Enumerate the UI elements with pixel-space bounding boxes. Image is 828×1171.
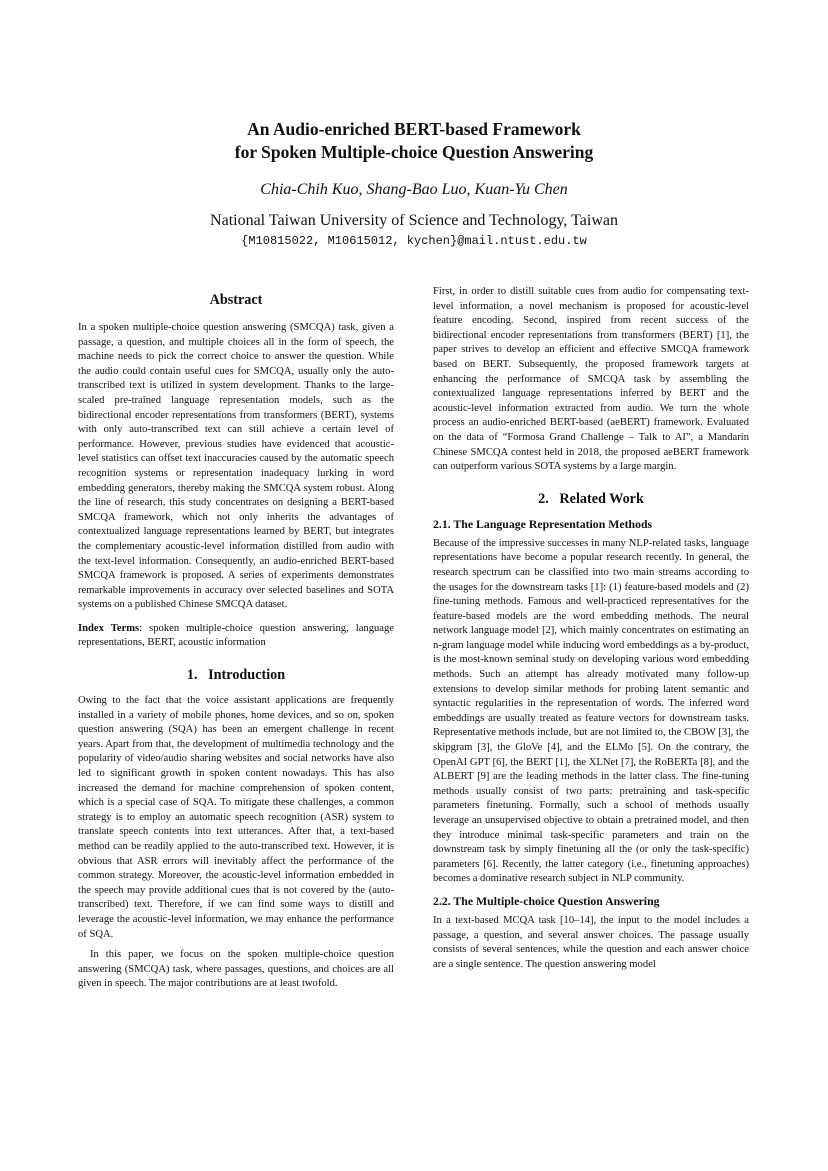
related-work-heading: 2. Related Work — [538, 490, 644, 507]
introduction-paragraph-3: First, in order to distill suitable cues from audio for compensating text-level information, a novel mechanism is proposed for acoustic-level feature encoding. Second, inspired from recent success of the bidirectional encoder representations from transformers (BERT) [1], the paper strives to develop an efficient and effective SMCQA framework based on BERT. Subsequently, the proposed framework targets at enhancing the performance of SMCQA task by assembling the contextualized language representations inferred by BERT and the acoustic-level information extracted from audio. We turn the whole process an audio-enriched BERT-based (aeBERT) framework. Evaluated on the data of “Formosa Grand Challenge – Talk to AI”, a Mandarin Chinese SMCQA contest held in 2018, the proposed aeBERT framework can outperform various SOTA systems by a large margin. — [433, 286, 749, 473]
index-terms-label: Index Terms — [78, 622, 140, 634]
author-list: Chia-Chih Kuo, Shang-Bao Luo, Kuan-Yu Chen — [260, 181, 568, 198]
author-emails: {M10815022, M10615012, kychen}@mail.ntust.edu.tw — [241, 234, 587, 248]
subsection-2-2-heading: 2.2. The Multiple-choice Question Answering — [433, 893, 660, 908]
introduction-heading: 1. Introduction — [186, 667, 286, 684]
right-column — [433, 285, 749, 972]
introduction-paragraph-1: Owing to the fact that the voice assistant applications are frequently installed in a variety of mobile phones, home devices, and so on, spoken question answering (SQA) has been an emergent challenge in recent years. Apart from that, the development of multimedia technology and the popularity of video/audio sharing websites and social networks have also led to significant growth in spoken content nowadays. This has also increased the demand for machine comprehension of spoken content, which is a special case of SQA. To mitigate these challenges, a common strategy is to employ an automatic speech recognition (ASR) system to translate speech contents into text utterances. After that, a text-based method can be readily applied to the auto-transcribed text. However, it is obvious that ASR errors will inevitably affect the performance of the common strategy. Moreover, the acoustic-level information embedded in the speech may provide additional cues that is not covered by the (auto-transcribed) text. Therefore, if we can find some ways to distill and leverage the acoustic-level information, we may enhance the performance of SQA. — [78, 695, 394, 940]
subsection-2-1-heading: 2.1. The Language Representation Methods — [433, 516, 653, 531]
index-terms-text: : spoken multiple-choice question answering, language representations, BERT, acoustic information — [78, 622, 394, 649]
abstract-text: In a spoken multiple-choice question answering (SMCQA) task, given a passage, a question, and multiple choices all in the form of speech, the machine needs to pick the correct choice to answer the question. While the audio could contain useful cues for SMCQA, usually only the auto-transcribed text is utilized in system development. Thanks to the large-scaled pre-trained language representation models, such as the bidirectional encoder representations from transformers (BERT), systems with only auto-transcribed text can still achieve a certain level of performance. However, previous studies have evidenced that acoustic-level statistics can offset text inaccuracies caused by the automatic speech recognition systems or representation inadequacy lurking in word embedding generators, thereby making the SMCQA system robust. Along the line of research, this study concentrates on designing a BERT-based SMCQA framework, which not only inherits the advantages of contextualized language representations learned by BERT, but integrates the complementary acoustic-level information distilled from audio with the text-level information. Consequently, an audio-enriched BERT-based SMCQA framework is proposed. A series of experiments demonstrates remarkable improvements in accuracy over selected baselines and SOTA systems on a published Chinese SMCQA dataset. — [78, 322, 394, 611]
paper-title-line-1: An Audio-enriched BERT-based Framework — [247, 119, 581, 139]
abstract-heading: Abstract — [209, 292, 263, 308]
left-column — [78, 285, 394, 992]
subsection-2-1-text: Because of the impressive successes in many NLP-related tasks, language representations have become a popular research recently. In general, the research spectrum can be classified into two main streams according to the usages for the downstream tasks [1]: (1) feature-based models and (2) fine-tuning methods. Famous and well-practiced representatives for the feature-based models are the word embedding methods. The neural network language model [2], which mainly concentrates on estimating an n-gram language model while inducing word embeddings as a by-product, is the most-known seminal study on developing various word embedding methods. Such an attempt has already motivated many follow-up extensions to develop similar methods for probing latent semantic and syntactic regularities in the representation of words. The inferred word embeddings are usually treated as feature vectors for downstream tasks. Representative methods include, but are not limited to, the CBOW [3], the skipgram [3], the GloVe [4], and the ELMo [5]. On the contrary, the OpenAI GPT [6], the BERT [1], the XLNet [7], the RoBERTa [8], and the ALBERT [9] are the leading methods in the latter class. The fine-tuning methods usually consist of two parts: pretraining and task-specific parameters finetuning. Formally, such a school of methods usually leverage an unsupervised objective to obtain a pretrained model, and then they introduce minimal task-specific parameters and train on the downstream task by simply finetuning all the (or only the task-specific) parameters [6]. Recently, the latter category (i.e., finetuning approaches) becomes a dominative research subject in NLP community. — [433, 537, 749, 885]
paper-header — [0, 118, 828, 249]
index-terms — [78, 622, 394, 651]
introduction-paragraph-2: In this paper, we focus on the spoken multiple-choice question answering (SMCQA) task, where passages, questions, and choices are all given in speech. The major contributions are at least twofold. — [78, 949, 394, 990]
subsection-2-2-text: In a text-based MCQA task [10–14], the input to the model includes a passage, a question, and several answer choices. The passage usually consists of several sentences, while the question and each answer choice are a single sentence. The question answering model — [433, 914, 749, 970]
affiliation: National Taiwan University of Science and Technology, Taiwan — [210, 212, 618, 229]
paper-title-line-2: for Spoken Multiple-choice Question Answering — [234, 142, 594, 162]
